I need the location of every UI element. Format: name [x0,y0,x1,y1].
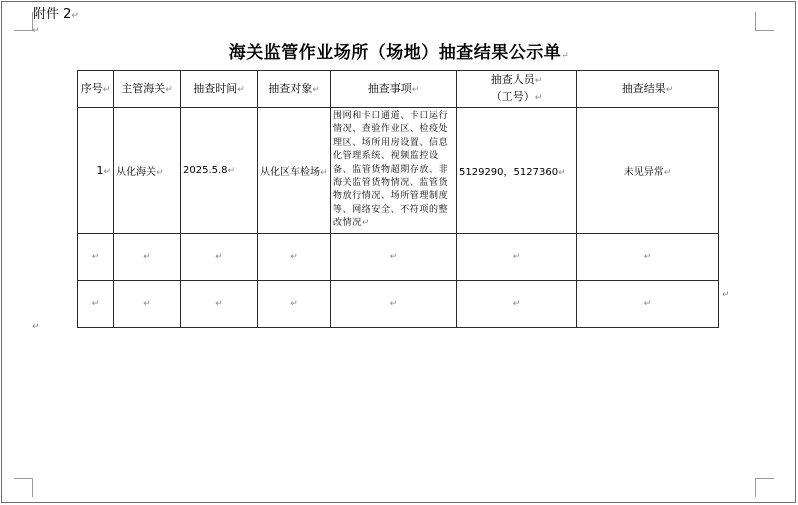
paragraph-mark-icon: ↵ [215,252,223,263]
empty-cell [114,280,181,327]
paragraph-mark-icon: ↵ [534,76,543,86]
table-row [78,233,719,280]
paragraph-mark-icon: ↵ [91,252,100,263]
cell-result: 未见异常↵ [577,108,719,234]
crop-mark-bottom-left [14,478,33,497]
paragraph-mark-icon: ↵ [312,84,320,95]
paragraph-mark-icon: ↵ [558,167,566,178]
empty-cell [577,280,719,327]
empty-cell [331,233,457,280]
paragraph-mark-icon: ↵ [290,252,298,263]
header-index: 序号↵ [78,71,114,108]
attachment-label: 附件 2↵ [33,7,79,22]
cell-index: 1↵ [78,108,114,234]
paragraph-mark-icon: ↵ [237,84,245,95]
empty-cell [181,233,258,280]
empty-cell [181,280,258,327]
empty-cell [258,233,331,280]
paragraph-mark-icon: ↵ [102,84,111,95]
paragraph-mark-icon: ↵ [32,322,40,332]
header-date: 抽查时间↵ [181,71,258,108]
paragraph-mark-icon: ↵ [215,299,223,310]
cell-customs: 从化海关↵ [114,108,181,234]
paragraph-mark-icon: ↵ [165,84,173,95]
cell-items: 围网和卡口通道、卡口运行情况、查验作业区、检疫处理区、场所用房设置、信息化管理系统、视频监控设备、监管货物超期存放、非海关监管货物情况、监管货物放行情况、场所管理制度等、网络安全、不符项的整改情况↵ [331,108,457,234]
empty-cell [577,233,719,280]
paragraph-mark-icon: ↵ [722,290,730,300]
cell-staff: 5129290，5127360↵ [457,108,577,234]
paragraph-mark-icon: ↵ [643,252,652,263]
paragraph-mark-icon: ↵ [512,252,521,263]
header-items: 抽查事项↵ [331,71,457,108]
table-header-row [78,71,719,108]
paragraph-mark-icon: ↵ [103,166,111,177]
result-table [77,70,719,328]
header-result: 抽查结果↵ [577,71,719,108]
header-target: 抽查对象↵ [258,71,331,108]
paragraph-mark-icon: ↵ [71,11,79,21]
paragraph-mark-icon: ↵ [665,84,674,95]
paragraph-mark-icon: ↵ [320,167,328,178]
paragraph-mark-icon: ↵ [411,84,420,95]
header-staff: 抽查人员↵ （工号）↵ [457,71,577,108]
paragraph-mark-icon: ↵ [156,167,164,178]
paragraph-mark-icon: ↵ [143,299,151,310]
table-row [78,108,719,234]
paragraph-mark-icon: ↵ [227,165,236,176]
cell-target: 从化区车检场↵ [258,108,331,234]
empty-cell [114,233,181,280]
paragraph-mark-icon: ↵ [534,93,543,103]
header-customs: 主管海关↵ [114,71,181,108]
empty-cell [457,233,577,280]
document-title: 海关监管作业场所（场地）抽查结果公示单↵ [228,43,570,63]
crop-mark-bottom-right [755,478,774,497]
paragraph-mark-icon: ↵ [389,299,398,310]
paragraph-mark-icon: ↵ [389,252,398,263]
empty-cell [258,280,331,327]
empty-cell [331,280,457,327]
paragraph-mark-icon: ↵ [643,299,652,310]
table-row [78,280,719,327]
paragraph-mark-icon: ↵ [91,299,100,310]
paragraph-mark-icon: ↵ [512,299,521,310]
paragraph-mark-icon: ↵ [361,218,370,229]
empty-cell [457,280,577,327]
crop-mark-top-left [14,12,33,31]
empty-cell [78,280,114,327]
crop-mark-top-right [755,12,774,31]
empty-cell [78,233,114,280]
cell-date: 2025.5.8↵ [181,108,258,234]
paragraph-mark-icon: ↵ [290,299,298,310]
paragraph-mark-icon: ↵ [32,26,40,36]
paragraph-mark-icon: ↵ [663,167,672,178]
paragraph-mark-icon: ↵ [561,51,570,61]
paragraph-mark-icon: ↵ [143,252,151,263]
